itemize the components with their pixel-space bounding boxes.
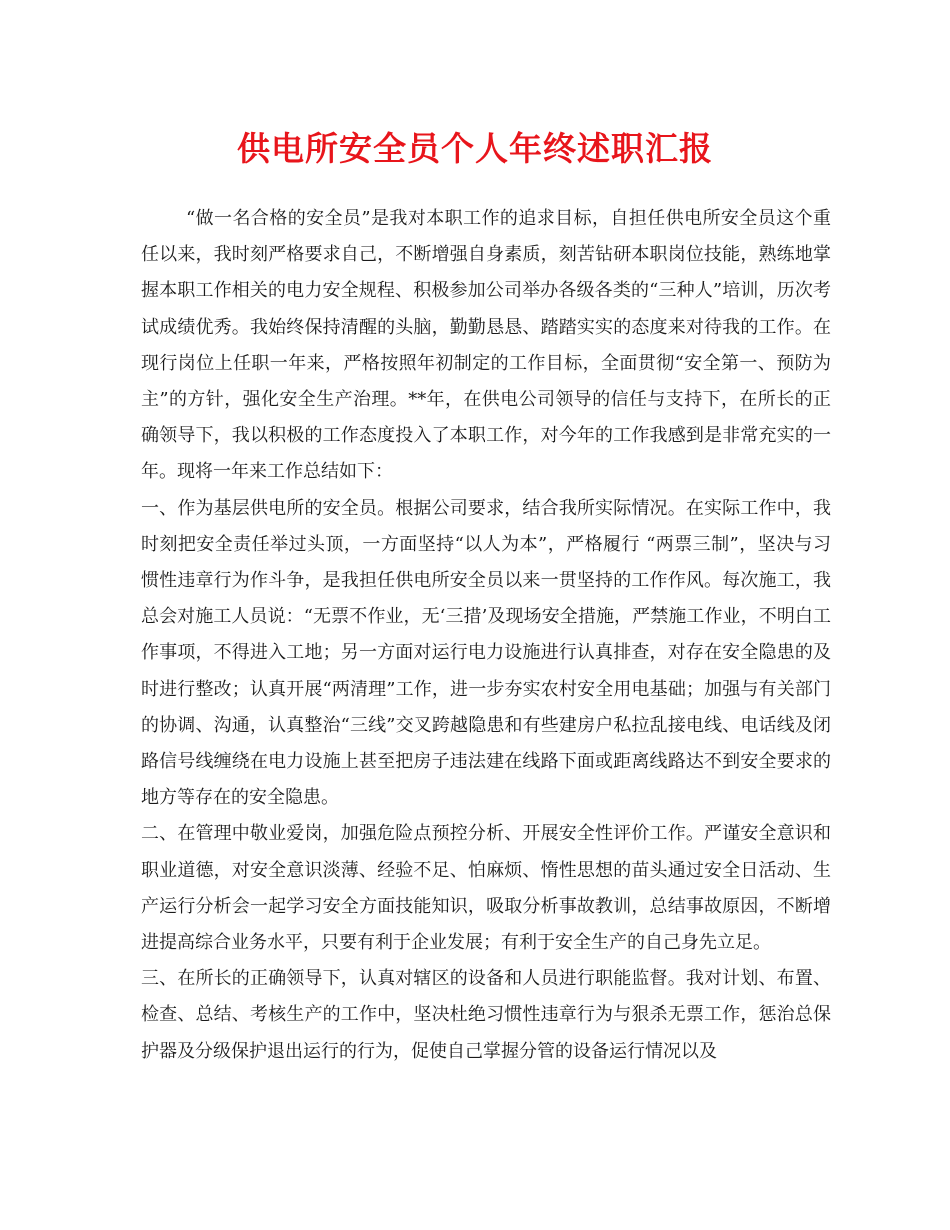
paragraph-section-3: 三、在所长的正确领导下，认真对辖区的设备和人员进行职能监督。我对计划、布置、检查、总结、考核生产的工作中，坚决杜绝习惯性违章行为与狠杀无票工作，惩治总保护器及分级保护退出运行的行为，促使自己掌握分管的设备运行情况以及 xyxy=(141,968,831,1062)
paragraph-intro: “做一名合格的安全员”是我对本职工作的追求目标，自担任供电所安全员这个重任以来，我时刻严格要求自己，不断增强自身素质，刻苦钻研本职岗位技能，熟练地掌握本职工作相关的电力安全规程、积极参加公司举办各级各类的“三种人”培训，历次考试成绩优秀。我始终保持清醒的头脑，勤勤恳恳、踏踏实实的态度来对待我的工作。在现行岗位上任职一年来，严格按照年初制定的工作目标，全面贯彻“安全第一、预防为主”的方针，强化安全生产治理。**年，在供电公司领导的信任与支持下，在所长的正确领导下，我以积极的工作态度投入了本职工作，对今年的工作我感到是非常充实的一年。现将一年来工作总结如下： xyxy=(141,208,831,483)
document-body xyxy=(141,201,831,1070)
paragraph-section-1: 一、作为基层供电所的安全员。根据公司要求，结合我所实际情况。在实际工作中，我时刻把安全责任举过头顶，一方面坚持“以人为本”，严格履行 “两票三制”，坚决与习惯性违章行为作斗争，是我担任供电所安全员以来一贯坚持的工作作风。每次施工，我总会对施工人员说：“无票不作业，无‘三措’及现场安全措施，严禁施工作业，不明白工作事项，不得进入工地；另一方面对运行电力设施进行认真排查，对存在安全隐患的及时进行整改；认真开展“两清理”工作，进一步夯实农村安全用电基础；加强与有关部门的协调、沟通，认真整治“三线”交叉跨越隐患和有些建房户私拉乱接电线、电话线及闭路信号线缠绕在电力设施上甚至把房子违法建在线路下面或距离线路达不到安全要求的地方等存在的安全隐患。 xyxy=(141,497,831,809)
document-title: 供电所安全员个人年终述职汇报 xyxy=(237,129,713,168)
paragraph-section-2: 二、在管理中敬业爱岗，加强危险点预控分析、开展安全性评价工作。严谨安全意识和职业道德，对安全意识淡薄、经验不足、怕麻烦、惰性思想的苗头通过安全日活动、生产运行分析会一起学习安全方面技能知识，吸取分析事故教训，总结事故原因，不断增进提高综合业务水平，只要有利于企业发展；有利于安全生产的自己身先立足。 xyxy=(141,823,831,954)
